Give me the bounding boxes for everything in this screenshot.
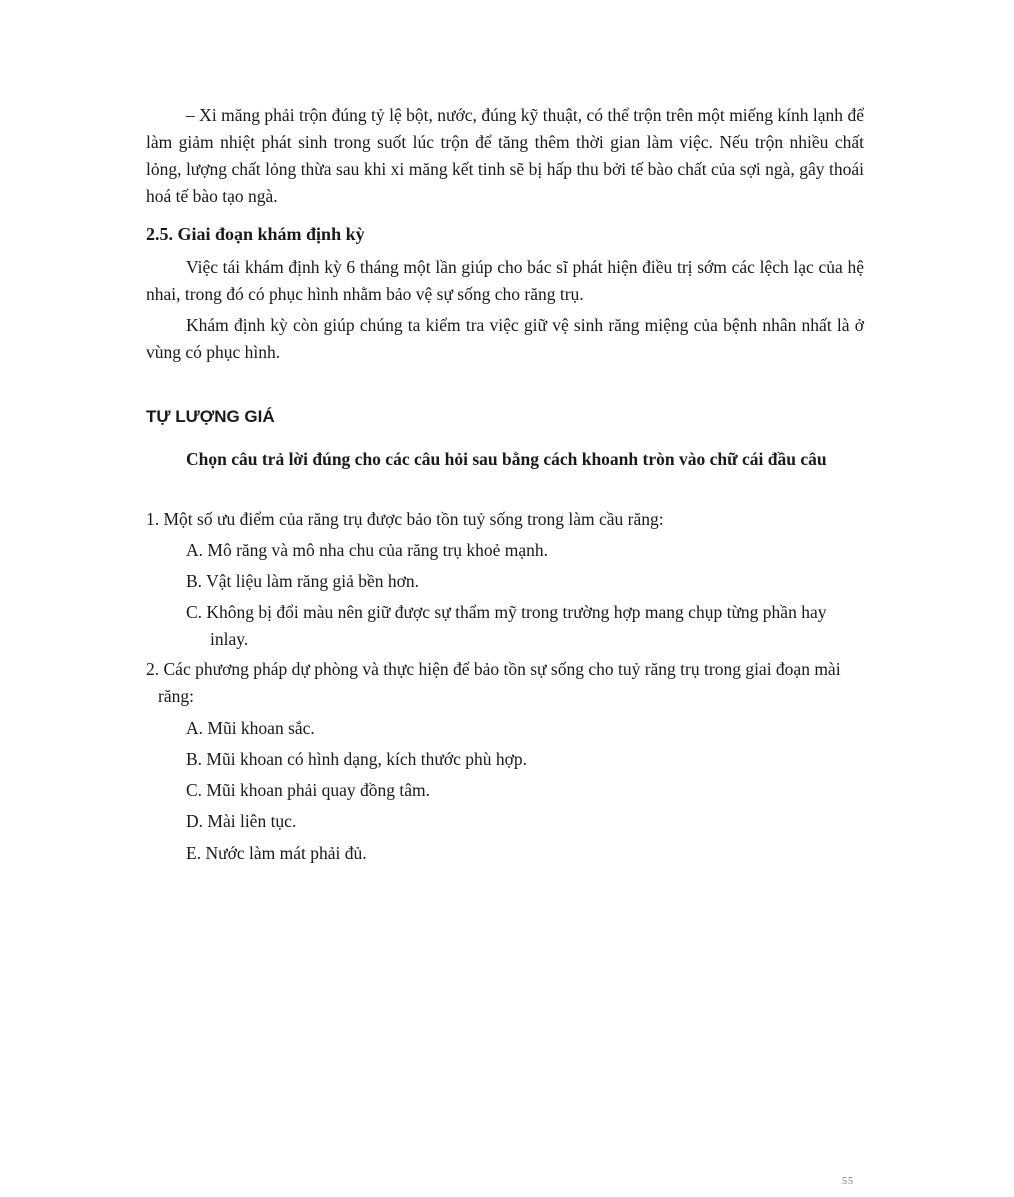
question-2: 2. Các phương pháp dự phòng và thực hiện để bảo tồn sự sống cho tuỷ răng trụ trong giai đoạn mài răng: xyxy=(146,659,841,706)
section-paragraph: Khám định kỳ còn giúp chúng ta kiểm tra việc giữ vệ sinh răng miệng của bệnh nhân nhất là ở vùng có phục hình. xyxy=(146,315,864,362)
intro-paragraph: – Xi măng phải trộn đúng tỷ lệ bột, nước, đúng kỹ thuật, có thể trộn trên một miếng kính lạnh để làm giảm nhiệt phát sinh trong suốt lúc trộn để tăng thêm thời gian làm việc. Nếu trộn nhiều chất lỏng, lượng chất lỏng thừa sau khi xi măng kết tinh sẽ bị hấp thu bởi tế bào chất của sợi ngà, gây thoái hoá tế bào tạo ngà. xyxy=(146,105,864,206)
page-number: 55 xyxy=(842,1176,854,1187)
question-2-option-c: C. Mũi khoan phải quay đồng tâm. xyxy=(186,780,431,800)
question-1: 1. Một số ưu điểm của răng trụ được bảo tồn tuỷ sống trong làm cầu răng: xyxy=(146,509,664,529)
question-1-option-b: B. Vật liệu làm răng giả bền hơn. xyxy=(186,571,419,591)
question-2-option-b: B. Mũi khoan có hình dạng, kích thước phù hợp. xyxy=(186,749,528,769)
question-1-option-c: C. Không bị đổi màu nên giữ được sự thẩm mỹ trong trường hợp mang chụp từng phần hay inlay. xyxy=(186,602,827,649)
question-2-option-e: E. Nước làm mát phải đủ. xyxy=(186,843,367,863)
question-1-option-a: A. Mô răng và mô nha chu của răng trụ khoẻ mạnh. xyxy=(186,540,549,560)
instruction-text: Chọn câu trả lời đúng cho các câu hỏi sau bằng cách khoanh tròn vào chữ cái đầu câu xyxy=(186,449,827,469)
question-2-option-d: D. Mài liên tục. xyxy=(186,811,297,831)
section-paragraph: Việc tái khám định kỳ 6 tháng một lần giúp cho bác sĩ phát hiện điều trị sớm các lệch lạc của hệ nhai, trong đó có phục hình nhằm bảo vệ sự sống cho răng trụ. xyxy=(146,257,864,304)
section-heading: 2.5. Giai đoạn khám định kỳ xyxy=(146,224,365,244)
self-assessment-heading: TỰ LƯỢNG GIÁ xyxy=(146,407,275,426)
question-2-option-a: A. Mũi khoan sắc. xyxy=(186,718,315,738)
